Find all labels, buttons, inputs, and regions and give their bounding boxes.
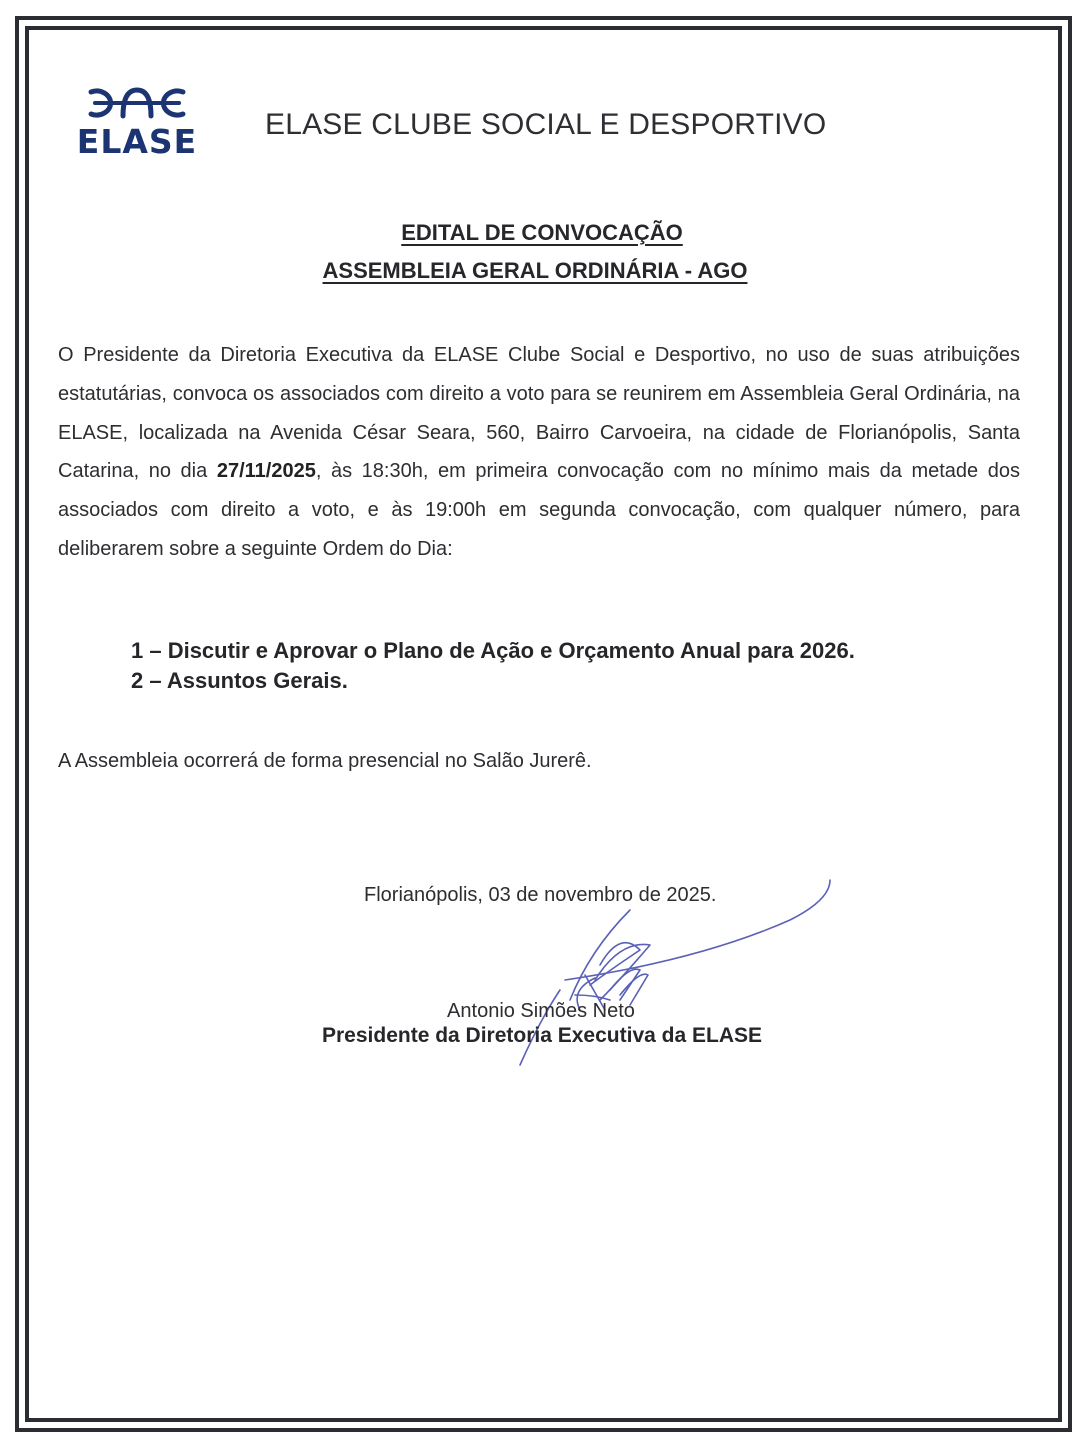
- document-title: EDITAL DE CONVOCAÇÃO: [401, 220, 683, 245]
- place-and-date: Florianópolis, 03 de novembro de 2025.: [364, 884, 717, 906]
- organization-name: ELASE CLUBE SOCIAL E DESPORTIVO: [265, 108, 827, 141]
- agenda-list: [131, 636, 855, 696]
- agenda-item: 2 – Assuntos Gerais.: [131, 668, 348, 693]
- meeting-date: 27/11/2025: [216, 460, 316, 483]
- agenda-item: 1 – Discutir e Aprovar o Plano de Ação e Orçamento Anual para 2026.: [131, 638, 855, 663]
- signer-name: Antonio Simões Neto: [447, 1000, 635, 1022]
- signer-role: Presidente da Diretoria Executiva da ELASE: [322, 1024, 762, 1047]
- meeting-location-note: A Assembleia ocorrerá de forma presencial no Salão Jurerê.: [58, 750, 592, 772]
- paragraph-text-end: , às 18:30h, em primeira convocação com no mínimo mais da metade dos associados com direito a voto, e às 19:00h em segunda convocação, com qualquer número, para deliberarem sobre a seguinte Ordem do Dia:: [58, 460, 1021, 560]
- elase-emblem-icon: [83, 84, 191, 122]
- paragraph-text-start: O Presidente da Diretoria Executiva da ELASE Clube Social e Desportivo, no uso de suas atribuições estatutárias, convoca os associados com direito a voto para se reunirem em Assembleia Geral Ordinária, na ELASE, localizada na Avenida César Seara, 560, Bairro Carvoeira, na cidade de Florianópolis, Santa Catarina, no dia: [58, 344, 1020, 483]
- logo-text: ELASE: [76, 122, 198, 161]
- elase-logo: [76, 84, 198, 160]
- convocation-paragraph: [58, 336, 1020, 569]
- document-subtitle: ASSEMBLEIA GERAL ORDINÁRIA - AGO: [322, 258, 748, 283]
